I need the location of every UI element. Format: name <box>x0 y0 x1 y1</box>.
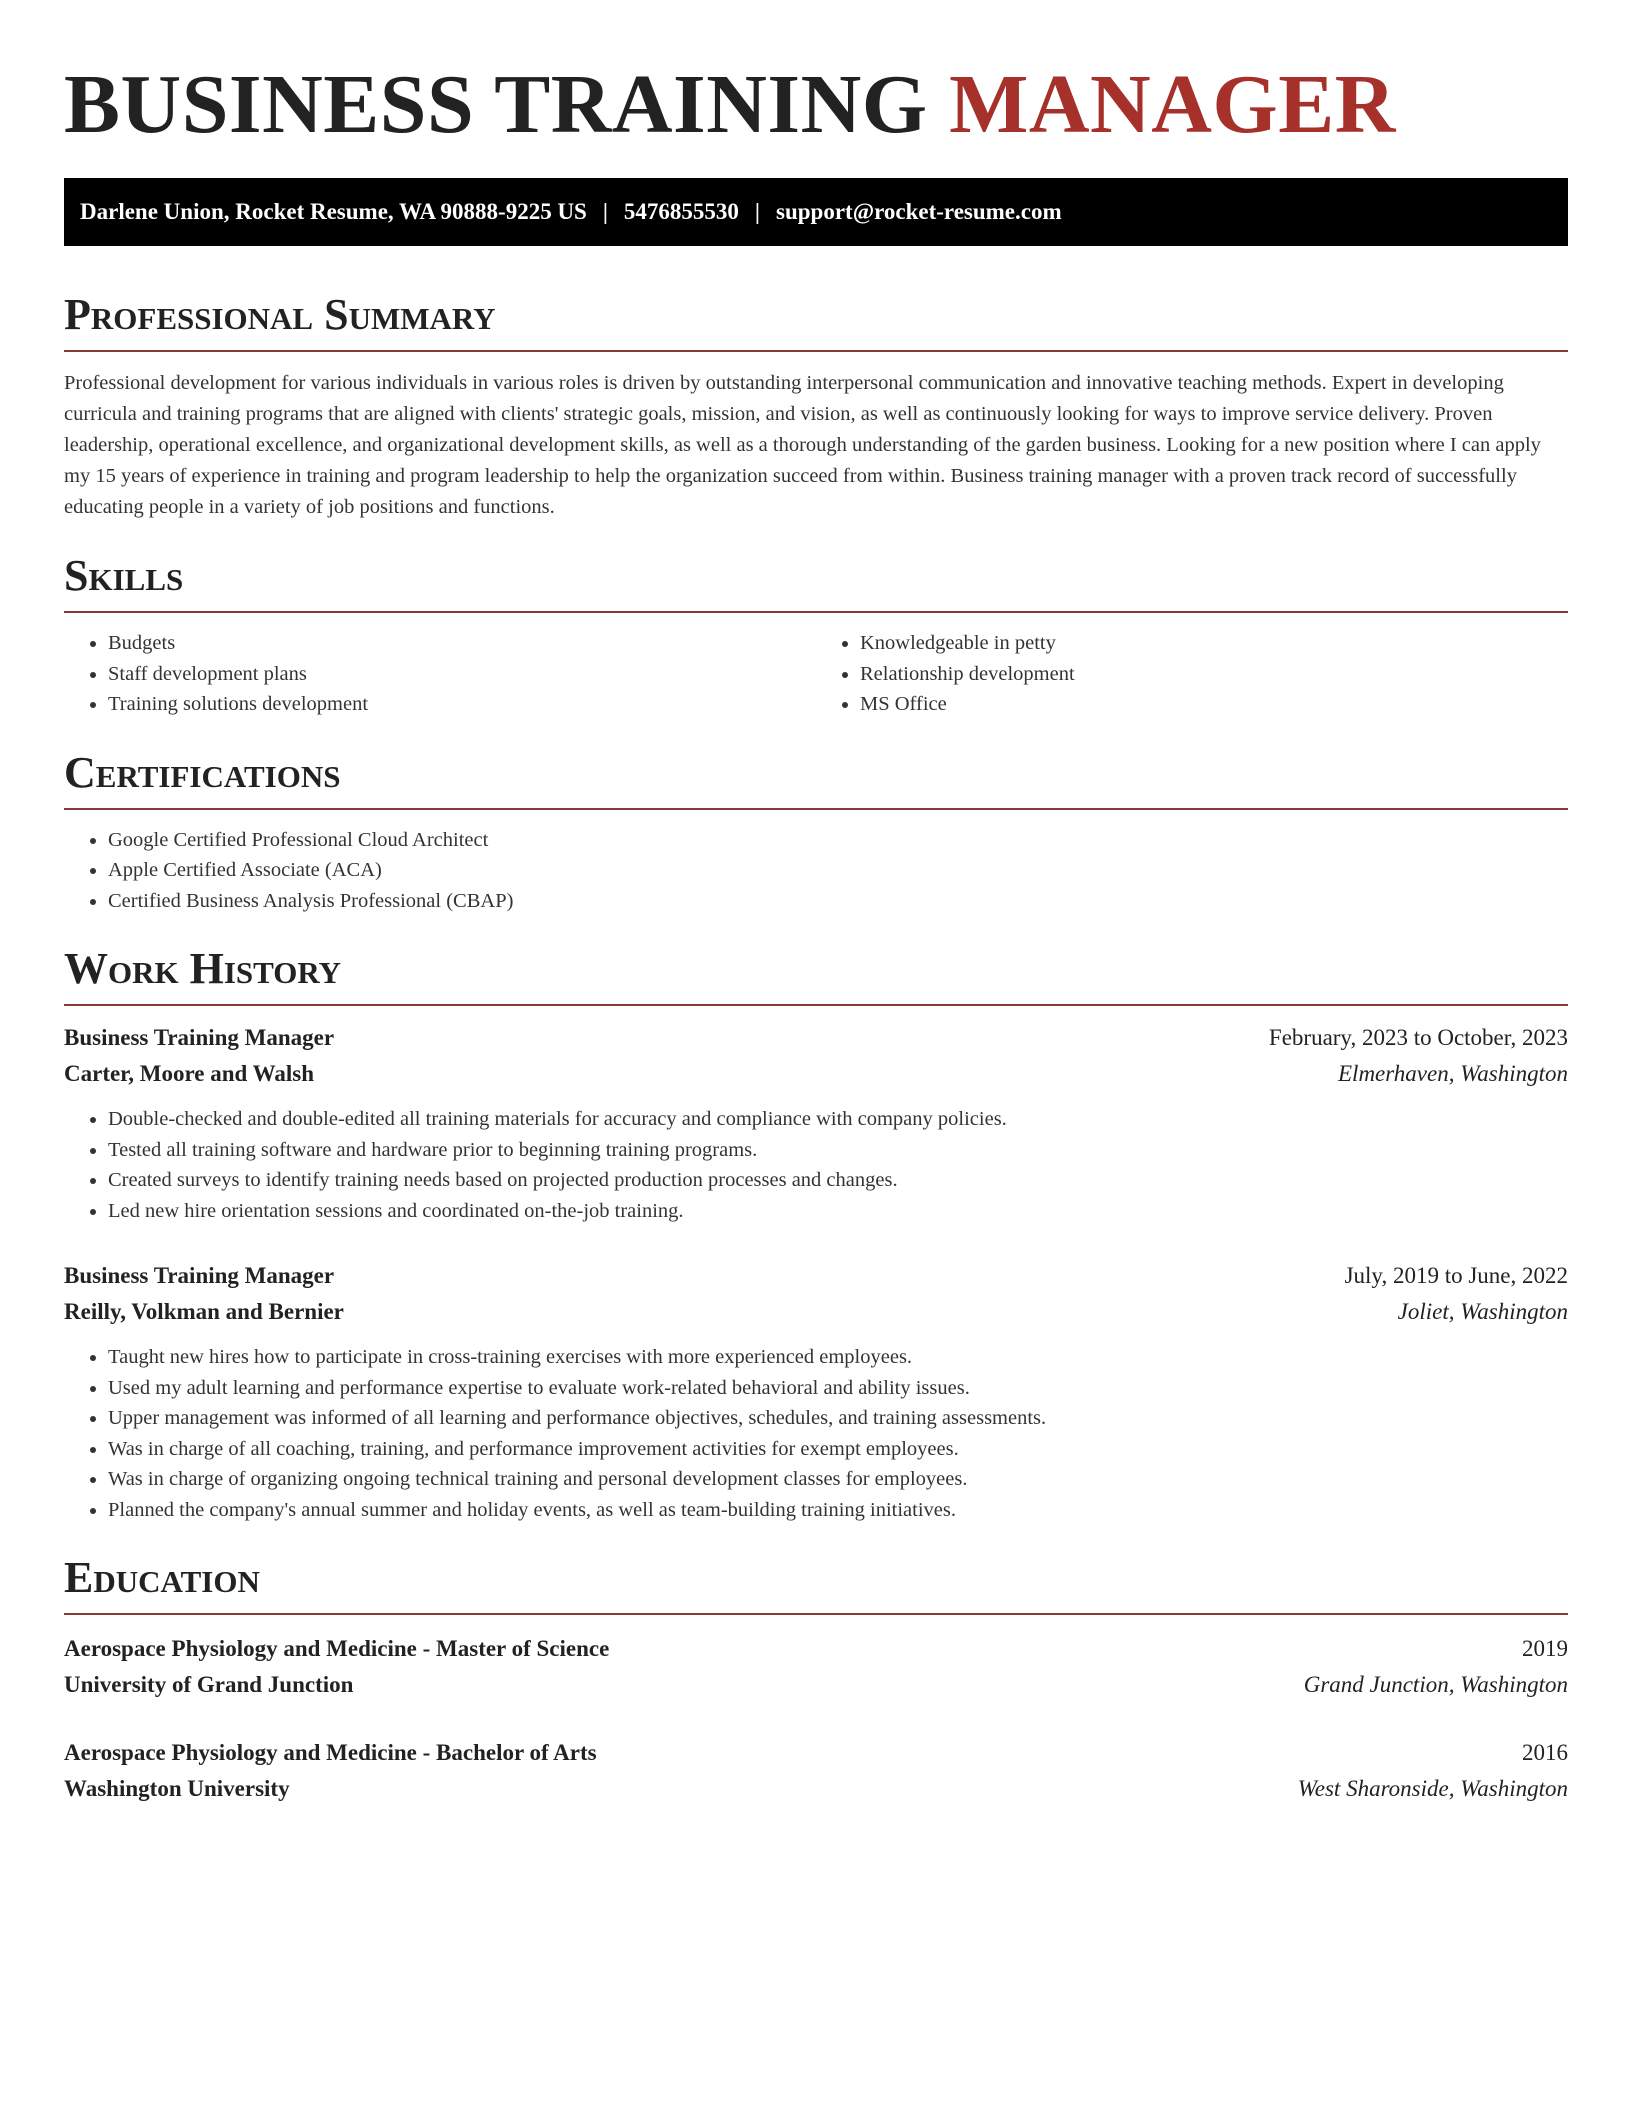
resume-page <box>64 0 1568 1807</box>
section-heading: Certifications <box>64 748 1568 810</box>
job-dates: July, 2019 to June, 2022 <box>1344 1263 1568 1288</box>
education-school: Washington University <box>64 1776 290 1801</box>
work-history-section <box>64 944 1568 1525</box>
job-duty: • Was in charge of organizing ongoing technical training and personal development classes for employees. <box>108 1464 1568 1495</box>
job-company: Carter, Moore and Walsh <box>64 1061 315 1086</box>
education-location: Grand Junction, Washington <box>1303 1672 1568 1697</box>
job-title: Business Training Manager <box>64 1025 335 1050</box>
job-entry <box>64 1258 1568 1525</box>
education-school: University of Grand Junction <box>64 1672 354 1697</box>
section-heading: Professional Summary <box>64 290 1568 352</box>
job-company-row <box>64 1294 1568 1330</box>
job-title: Business Training Manager <box>64 1263 335 1288</box>
contact-separator: | <box>602 199 608 224</box>
job-header-row <box>64 1258 1568 1294</box>
education-school-row <box>64 1771 1568 1807</box>
education-degree-row <box>64 1631 1568 1667</box>
certification-item: • Certified Business Analysis Professional (CBAP) <box>108 886 1568 917</box>
job-company: Reilly, Volkman and Bernier <box>64 1299 344 1324</box>
job-duty: • Upper management was informed of all learning and performance objectives, schedules, and training assessments. <box>108 1403 1568 1434</box>
skills-list-left <box>64 628 816 720</box>
job-duties-list <box>64 1104 1568 1226</box>
education-entry <box>64 1735 1568 1807</box>
job-duty: • Planned the company's annual summer and holiday events, as well as team-building training initiatives. <box>108 1495 1568 1526</box>
skills-section <box>64 551 1568 720</box>
section-heading: Skills <box>64 551 1568 613</box>
job-header-row <box>64 1020 1568 1056</box>
job-dates: February, 2023 to October, 2023 <box>1268 1025 1568 1050</box>
job-duties-list <box>64 1342 1568 1525</box>
job-location: Joliet, Washington <box>1397 1299 1568 1324</box>
skills-grid <box>64 613 1568 720</box>
contact-address: Darlene Union, Rocket Resume, WA 90888-9225 US <box>80 199 587 224</box>
education-year: 2016 <box>1522 1740 1568 1765</box>
education-section <box>64 1553 1568 1807</box>
summary-section <box>64 290 1568 523</box>
title-main: BUSINESS TRAINING <box>64 58 928 151</box>
section-heading: Education <box>64 1553 1568 1615</box>
resume-title <box>64 58 1568 152</box>
certifications-section <box>64 748 1568 917</box>
job-entry <box>64 1020 1568 1226</box>
job-location: Elmerhaven, Washington <box>1338 1061 1568 1086</box>
job-duty: • Created surveys to identify training needs based on projected production processes and changes. <box>108 1165 1568 1196</box>
job-duty: • Taught new hires how to participate in cross-training exercises with more experienced employees. <box>108 1342 1568 1373</box>
title-accent: MANAGER <box>949 58 1396 151</box>
job-duty: • Used my adult learning and performance expertise to evaluate work-related behavioral and ability issues. <box>108 1373 1568 1404</box>
summary-text: Professional development for various individuals in various roles is driven by outstanding interpersonal communication and innovative teaching methods. Expert in developing curricula and training programs that are aligned with clients' strategic goals, mission, and vision, as well as continuously looking for ways to improve service delivery. Proven leadership, operational excellence, and organizational development skills, as well as a thorough understanding of the garden business. Looking for a new position where I can apply my 15 years of experience in training and program leadership to help the organization succeed from within. Business training manager with a proven track record of successfully educating people in a variety of job positions and functions. <box>64 372 1541 518</box>
certifications-list <box>64 825 1568 917</box>
education-location: West Sharonside, Washington <box>1297 1776 1568 1801</box>
skill-item: • Training solutions development <box>108 689 816 720</box>
education-school-row <box>64 1667 1568 1703</box>
certification-item: • Google Certified Professional Cloud Architect <box>108 825 1568 856</box>
job-duty: • Led new hire orientation sessions and coordinated on-the-job training. <box>108 1196 1568 1227</box>
contact-bar <box>64 178 1568 246</box>
education-entry <box>64 1631 1568 1703</box>
skill-item: • Staff development plans <box>108 659 816 690</box>
job-duty: • Double-checked and double-edited all training materials for accuracy and compliance with company policies. <box>108 1104 1568 1135</box>
education-degree-row <box>64 1735 1568 1771</box>
contact-email: support@rocket-resume.com <box>776 199 1062 224</box>
certification-item: • Apple Certified Associate (ACA) <box>108 855 1568 886</box>
job-duty: • Was in charge of all coaching, training, and performance improvement activities for exempt employees. <box>108 1434 1568 1465</box>
contact-phone: 5476855530 <box>623 199 739 224</box>
education-year: 2019 <box>1522 1636 1568 1661</box>
section-heading: Work History <box>64 944 1568 1006</box>
skill-item: • Budgets <box>108 628 816 659</box>
skill-item: • Relationship development <box>860 659 1568 690</box>
skills-list-right <box>816 628 1568 720</box>
skill-item: • MS Office <box>860 689 1568 720</box>
contact-separator: | <box>754 199 760 224</box>
job-duty: • Tested all training software and hardware prior to beginning training programs. <box>108 1135 1568 1166</box>
education-degree: Aerospace Physiology and Medicine - Bachelor of Arts <box>64 1740 597 1765</box>
skill-item: • Knowledgeable in petty <box>860 628 1568 659</box>
job-company-row <box>64 1056 1568 1092</box>
education-degree: Aerospace Physiology and Medicine - Master of Science <box>64 1636 610 1661</box>
